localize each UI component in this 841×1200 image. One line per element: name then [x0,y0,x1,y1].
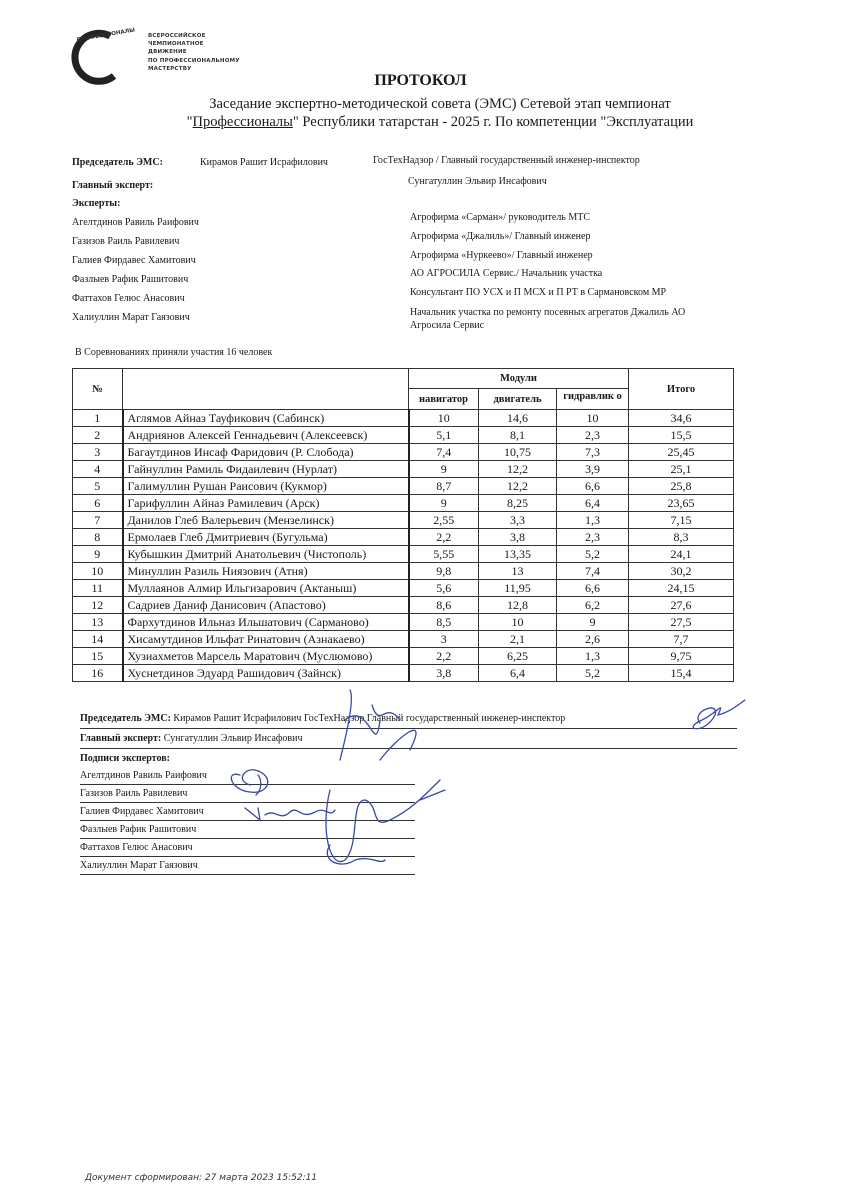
table-row [73,410,734,427]
expert-position-cont: Агросила Сервис [410,320,485,331]
expert-name: Фаттахов Гелюс Анасович [72,293,185,304]
expert-name: Газизов Раиль Равилевич [72,236,180,247]
table-row [73,444,734,461]
score-hydraulics: 3,9 [557,461,629,478]
signature-line [80,784,415,785]
expert-position: Агрофирма «Джалиль»/ Главный инженер [410,231,591,242]
signature-line [80,838,415,839]
table-row [73,529,734,546]
score-hydraulics: 1,3 [557,512,629,529]
signature-center [340,690,416,760]
chair-name: Кирамов Рашит Исрафилович [200,157,328,168]
score-navigator: 8,5 [409,614,479,631]
row-number: 11 [73,580,123,597]
participant-name: Гайнуллин Рамиль Фидаилевич (Нурлат) [123,461,409,478]
score-hydraulics: 2,6 [557,631,629,648]
row-number: 14 [73,631,123,648]
table-row [73,478,734,495]
score-hydraulics: 2,3 [557,427,629,444]
score-navigator: 2,2 [409,529,479,546]
competition-name: Профессионалы [192,114,293,130]
score-navigator: 9,8 [409,563,479,580]
row-number: 13 [73,614,123,631]
table-row [73,512,734,529]
score-navigator: 3 [409,631,479,648]
row-number: 8 [73,529,123,546]
col-header-modules: Модули [409,369,629,389]
col-header-no: № [73,369,123,410]
score-total: 23,65 [629,495,734,512]
signature-chair [693,700,745,729]
score-engine: 12,8 [479,597,557,614]
score-total: 25,8 [629,478,734,495]
signature-expert-4 [327,845,385,864]
score-engine: 6,4 [479,665,557,682]
score-navigator: 2,55 [409,512,479,529]
participant-name: Гарифуллин Айназ Рамилевич (Арск) [123,495,409,512]
score-hydraulics: 2,3 [557,529,629,546]
score-total: 7,7 [629,631,734,648]
participant-name: Хузиахметов Марсель Маратович (Муслюмово) [123,648,409,665]
col-header-total: Итого [629,369,734,410]
expert-position: АО АГРОСИЛА Сервис./ Начальник участка [410,268,603,279]
participant-name: Аглямов Айназ Тауфикович (Сабинск) [123,410,409,427]
score-engine: 13 [479,563,557,580]
participant-name: Минуллин Разиль Ниязович (Атня) [123,563,409,580]
row-number: 12 [73,597,123,614]
table-row [73,427,734,444]
score-total: 27,5 [629,614,734,631]
expert-name: Галиев Фирдавес Хамитович [72,255,196,266]
sig-expert: Фазлыев Рафик Рашитович [80,824,197,835]
divider [80,748,737,749]
score-navigator: 8,7 [409,478,479,495]
row-number: 15 [73,648,123,665]
chair-label: Председатель ЭМС: [72,157,163,168]
signature-line [80,820,415,821]
participant-name: Садриев Даниф Данисович (Апастово) [123,597,409,614]
participant-name: Хуснетдинов Эдуард Рашидович (Зайнск) [123,665,409,682]
score-hydraulics: 6,6 [557,580,629,597]
expert-position: Консультант ПО УСХ и П МСХ и П РТ в Сармановском МР [410,287,667,298]
participant-name: Багаутдинов Инсаф Фаридович (Р. Слобода) [123,444,409,461]
score-hydraulics: 5,2 [557,546,629,563]
participant-name: Ермолаев Глеб Дмитриевич (Бугульма) [123,529,409,546]
score-total: 25,45 [629,444,734,461]
score-engine: 6,25 [479,648,557,665]
score-hydraulics: 5,2 [557,665,629,682]
score-navigator: 7,4 [409,444,479,461]
table-row [73,597,734,614]
score-total: 7,15 [629,512,734,529]
participant-name: Хисамутдинов Ильфат Ринатович (Азнакаево) [123,631,409,648]
row-number: 3 [73,444,123,461]
score-navigator: 8,6 [409,597,479,614]
sig-expert: Агелтдинов Равиль Раифович [80,770,207,781]
participant-name: Андриянов Алексей Геннадьевич (Алексеевск) [123,427,409,444]
participant-name: Данилов Глеб Валерьевич (Мензелинск) [123,512,409,529]
score-navigator: 9 [409,495,479,512]
document-title: ПРОТОКОЛ [374,72,467,89]
subtitle-line-1: Заседание экспертно-методической совета (ЭМС) Сетевой этап чемпионат [209,96,671,112]
sig-expert: Галиев Фирдавес Хамитович [80,806,204,817]
logo-caption [148,32,240,73]
score-total: 30,2 [629,563,734,580]
score-total: 25,1 [629,461,734,478]
logo-line: ВСЕРОССИЙСКОЕ [148,33,206,39]
expert-position: Агрофирма «Нуркеево»/ Главный инженер [410,250,593,261]
col-header-navigator: навигатор [409,389,479,410]
expert-name: Халиуллин Марат Гаязович [72,312,190,323]
score-hydraulics: 7,4 [557,563,629,580]
score-engine: 10,75 [479,444,557,461]
score-engine: 10 [479,614,557,631]
signature-line [80,874,415,875]
results-table [72,368,734,682]
results-body [73,410,734,682]
sig-expert: Газизов Раиль Равилевич [80,788,188,799]
expert-name: Агелтдинов Равиль Раифович [72,217,199,228]
score-hydraulics: 1,3 [557,648,629,665]
table-row [73,546,734,563]
logo-line: ПО ПРОФЕССИОНАЛЬНОМУ [148,57,240,64]
score-total: 15,5 [629,427,734,444]
participant-name: Муллаянов Алмир Ильгизарович (Актаныш) [123,580,409,597]
row-number: 7 [73,512,123,529]
row-number: 6 [73,495,123,512]
signature-expert-2 [245,808,335,820]
score-engine: 11,95 [479,580,557,597]
row-number: 4 [73,461,123,478]
score-navigator: 2,2 [409,648,479,665]
generated-timestamp: Документ сформирован: 27 марта 2023 15:52:11 [85,1173,318,1183]
expert-position: Начальник участка по ремонту посевных агрегатов Джалиль АО [410,307,686,318]
score-navigator: 9 [409,461,479,478]
score-total: 9,75 [629,648,734,665]
sig-chair: Председатель ЭМС: Кирамов Рашит Исрафилович ГосТехНадзор Главный государственный инженер-инспектор [80,713,566,724]
hydraulics-label: гидравлик о [563,391,622,402]
divider [80,728,737,729]
score-hydraulics: 6,2 [557,597,629,614]
table-row [73,648,734,665]
score-navigator: 5,6 [409,580,479,597]
sig-chief: Главный эксперт: Сунгатуллин Эльвир Инсафович [80,733,303,744]
score-navigator: 5,1 [409,427,479,444]
row-number: 16 [73,665,123,682]
row-number: 5 [73,478,123,495]
col-header-name [123,369,409,410]
table-row [73,631,734,648]
logo-line: ЧЕМПИОНАТНОЕ [148,41,204,48]
score-engine: 13,35 [479,546,557,563]
table-row [73,563,734,580]
expert-name: Фазлыев Рафик Рашитович [72,274,189,285]
score-engine: 14,6 [479,410,557,427]
sig-expert: Халиуллин Марат Гаязович [80,860,198,871]
chief-name: Сунгатуллин Эльвир Инсафович [408,176,547,187]
svg-text:ПРОФЕССИОНАЛЫ: ПРОФЕССИОНАЛЫ [76,27,136,44]
participant-name: Фархутдинов Ильназ Ильшатович (Сарманово) [123,614,409,631]
col-header-hydraulics [557,389,629,410]
logo-line: ДВИЖЕНИЕ [148,49,187,56]
participant-name: Кубышкин Дмитрий Анатольевич (Чистополь) [123,546,409,563]
score-hydraulics: 9 [557,614,629,631]
score-total: 27,6 [629,597,734,614]
col-header-engine: двигатель [479,389,557,410]
row-number: 9 [73,546,123,563]
signature-expert-1 [231,770,267,795]
sig-expert: Фаттахов Гелюс Анасович [80,842,193,853]
score-navigator: 10 [409,410,479,427]
participant-name: Галимуллин Рушан Раисович (Кукмор) [123,478,409,495]
table-row [73,495,734,512]
chief-label: Главный эксперт: [72,180,154,191]
table-row [73,461,734,478]
chair-position: ГосТехНадзор / Главный государственный инженер-инспектор [373,155,640,166]
table-row [73,614,734,631]
score-engine: 12,2 [479,461,557,478]
expert-position: Агрофирма «Сарман»/ руководитель МТС [410,212,591,223]
score-total: 24,15 [629,580,734,597]
signature-line [80,802,415,803]
score-engine: 12,2 [479,478,557,495]
logo-line: МАСТЕРСТВУ [148,65,192,72]
score-engine: 8,25 [479,495,557,512]
score-engine: 3,3 [479,512,557,529]
subtitle-line-2: "Профессионалы" Республики татарстан - 2025 г. По компетенции "Эксплуатации [186,114,694,130]
score-engine: 3,8 [479,529,557,546]
score-engine: 2,1 [479,631,557,648]
score-hydraulics: 10 [557,410,629,427]
score-hydraulics: 7,3 [557,444,629,461]
experts-label: Эксперты: [72,198,121,209]
score-total: 15,4 [629,665,734,682]
score-total: 34,6 [629,410,734,427]
score-hydraulics: 6,6 [557,478,629,495]
row-number: 1 [73,410,123,427]
participants-note: В Соревнованиях приняли участия 16 человек [75,347,273,358]
table-row [73,665,734,682]
row-number: 10 [73,563,123,580]
score-engine: 8,1 [479,427,557,444]
score-navigator: 5,55 [409,546,479,563]
score-total: 24,1 [629,546,734,563]
table-row [73,580,734,597]
score-navigator: 3,8 [409,665,479,682]
score-hydraulics: 6,4 [557,495,629,512]
sig-experts-label: Подписи экспертов: [80,753,170,764]
score-total: 8,3 [629,529,734,546]
signature-line [80,856,415,857]
row-number: 2 [73,427,123,444]
